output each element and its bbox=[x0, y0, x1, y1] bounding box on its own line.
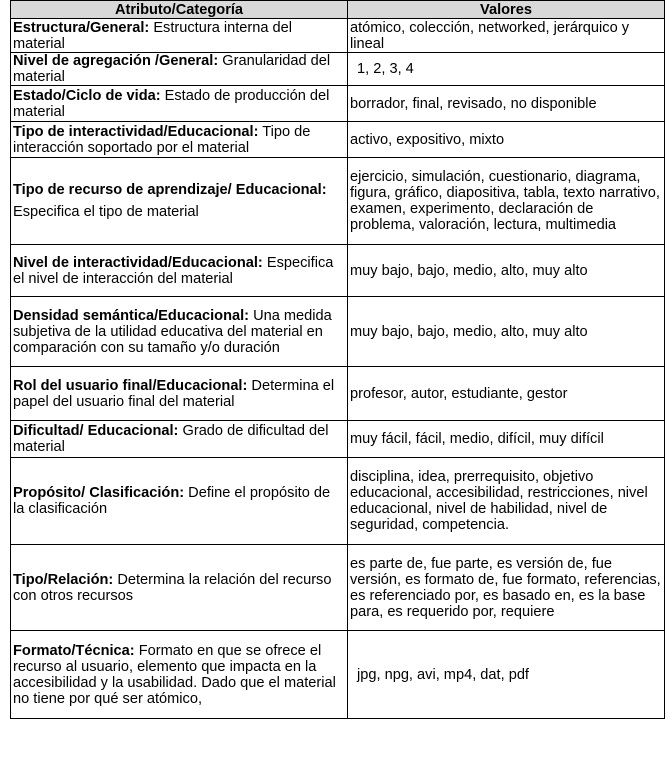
attribute-description: Determina la relación del recurso con otros recursos bbox=[13, 571, 332, 604]
header-attribute: Atributo/Categoría bbox=[11, 1, 348, 19]
values-cell: jpg, npg, avi, mp4, dat, pdf bbox=[348, 631, 665, 719]
attribute-description: Estructura interna del material bbox=[13, 19, 293, 52]
attribute-description: Grado de dificultad del material bbox=[13, 423, 329, 455]
attribute-name: Nivel de interactividad/Educacional: bbox=[13, 254, 263, 271]
values-cell: muy fácil, fácil, medio, difícil, muy difícil bbox=[348, 421, 665, 458]
values-cell: atómico, colección, networked, jerárquico y lineal bbox=[348, 19, 665, 53]
table-row bbox=[11, 545, 665, 631]
table-row bbox=[11, 122, 665, 158]
attribute-description: Tipo de interacción soportado por el material bbox=[13, 123, 311, 156]
attribute-cell bbox=[11, 19, 348, 53]
values-cell: activo, expositivo, mixto bbox=[348, 122, 665, 158]
attribute-description: Especifica el tipo de material bbox=[13, 204, 199, 220]
attribute-name: Formato/Técnica: bbox=[13, 642, 135, 659]
attribute-cell bbox=[11, 245, 348, 297]
table-row bbox=[11, 367, 665, 421]
values-cell: es parte de, fue parte, es versión de, fue versión, es formato de, fue formato, referencias, es referenciado por, es basado en, es la base para, es requerido por, requiere bbox=[348, 545, 665, 631]
attribute-description: Granularidad del material bbox=[13, 53, 331, 85]
attribute-description: Estado de producción del material bbox=[13, 87, 330, 120]
values-cell: muy bajo, bajo, medio, alto, muy alto bbox=[348, 297, 665, 367]
attribute-cell bbox=[11, 297, 348, 367]
attribute-description: Determina el papel del usuario final del material bbox=[13, 377, 335, 410]
values-cell: borrador, final, revisado, no disponible bbox=[348, 86, 665, 122]
header-row bbox=[11, 1, 665, 19]
attribute-cell bbox=[11, 367, 348, 421]
values-cell: ejercicio, simulación, cuestionario, diagrama, figura, gráfico, diapositiva, tabla, texto narrativo, examen, experimento, declaración de problema, valoración, lectura, multimedia bbox=[348, 158, 665, 245]
attribute-cell bbox=[11, 458, 348, 545]
attribute-description: Especifica el nivel de interacción del material bbox=[13, 254, 334, 287]
attribute-description: Define el propósito de la clasificación bbox=[13, 485, 331, 517]
attribute-cell bbox=[11, 86, 348, 122]
table-row bbox=[11, 458, 665, 545]
metadata-table bbox=[10, 0, 665, 719]
attribute-name: Tipo de interactividad/Educacional: bbox=[13, 123, 259, 140]
table-row bbox=[11, 86, 665, 122]
values-cell: disciplina, idea, prerrequisito, objetivo educacional, accesibilidad, restricciones, nivel educacional, nivel de habilidad, nivel de seguridad, competencia. bbox=[348, 458, 665, 545]
attribute-description: Formato en que se ofrece el recurso al usuario, elemento que impacta en la accesibilidad y la usabilidad. Dado que el material no tiene por qué ser atómico, bbox=[13, 642, 336, 707]
attribute-name: Estado/Ciclo de vida: bbox=[13, 87, 161, 104]
table-row bbox=[11, 19, 665, 53]
attribute-name: Rol del usuario final/Educacional: bbox=[13, 377, 248, 394]
attribute-name: Estructura/General: bbox=[13, 19, 150, 36]
values-cell: 1, 2, 3, 4 bbox=[348, 53, 665, 86]
attribute-name: Nivel de agregación /General: bbox=[13, 53, 219, 69]
attribute-name: Propósito/ Clasificación: bbox=[13, 485, 185, 501]
attribute-cell bbox=[11, 158, 348, 245]
attribute-cell bbox=[11, 631, 348, 719]
attribute-name: Densidad semántica/Educacional: bbox=[13, 307, 250, 324]
table-row bbox=[11, 631, 665, 719]
attribute-name: Dificultad/ Educacional: bbox=[13, 423, 179, 439]
attribute-cell bbox=[11, 545, 348, 631]
values-cell: profesor, autor, estudiante, gestor bbox=[348, 367, 665, 421]
attribute-description: Una medida subjetiva de la utilidad educativa del material en comparación con su tamaño y/o duración bbox=[13, 307, 332, 356]
attribute-cell bbox=[11, 53, 348, 86]
attribute-name: Tipo de recurso de aprendizaje/ Educacional: bbox=[13, 182, 327, 198]
table-row bbox=[11, 158, 665, 245]
table-row bbox=[11, 297, 665, 367]
table-row bbox=[11, 421, 665, 458]
attribute-cell bbox=[11, 122, 348, 158]
values-cell: muy bajo, bajo, medio, alto, muy alto bbox=[348, 245, 665, 297]
table-row bbox=[11, 245, 665, 297]
table-row bbox=[11, 53, 665, 86]
attribute-cell bbox=[11, 421, 348, 458]
attribute-name: Tipo/Relación: bbox=[13, 571, 114, 588]
header-values: Valores bbox=[348, 1, 665, 19]
